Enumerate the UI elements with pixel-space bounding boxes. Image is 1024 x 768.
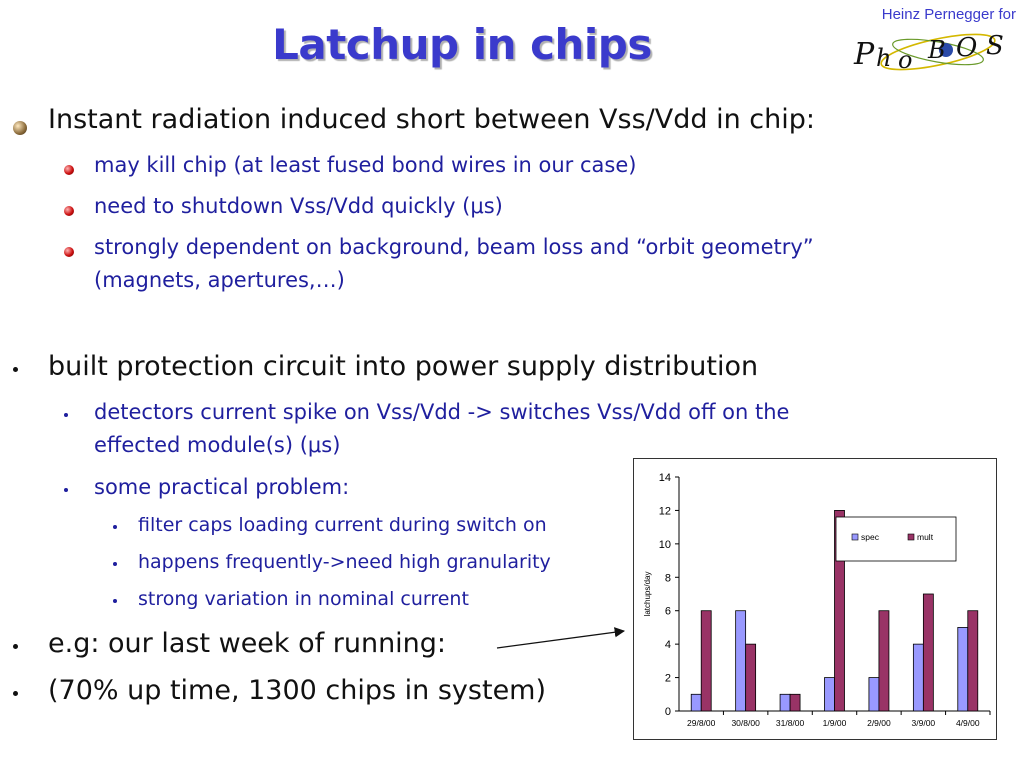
svg-text:P: P <box>854 37 875 72</box>
y-tick-label: 8 <box>664 572 671 585</box>
x-tick-label: 4/9/00 <box>955 718 980 728</box>
bullet-text-level-2: effected module(s) (μs) <box>94 433 341 457</box>
bullet-text-level-2: detectors current spike on Vss/Vdd -> switches Vss/Vdd off on the <box>94 400 790 424</box>
svg-text:O: O <box>956 33 978 63</box>
svg-text:B: B <box>928 36 946 64</box>
y-tick-label: 14 <box>658 472 671 484</box>
bullet-text-level-2: need to shutdown Vss/Vdd quickly (μs) <box>94 194 503 218</box>
svg-text:h: h <box>876 44 892 72</box>
author-credit: Heinz Pernegger for <box>881 6 1016 23</box>
bullet-text-level-1: built protection circuit into power supply distribution <box>48 351 759 382</box>
bullet-text-level-3: strong variation in nominal current <box>138 588 469 610</box>
y-tick-label: 12 <box>658 505 671 518</box>
slide-title: Latchup in chips <box>272 20 652 69</box>
y-tick-label: 6 <box>664 605 671 618</box>
y-axis-label: latchups/day <box>643 571 652 617</box>
x-tick-label: 1/9/00 <box>822 718 847 728</box>
bullet-text-level-3: happens frequently->need high granularity <box>138 551 551 573</box>
bullet-text-level-2: may kill chip (at least fused bond wires in our case) <box>94 153 637 177</box>
y-tick-label: 4 <box>664 639 671 652</box>
legend-label-mult: mult <box>917 532 934 542</box>
x-tick-label: 30/8/00 <box>731 718 760 728</box>
x-tick-label: 3/9/00 <box>911 718 936 728</box>
bullet-text-level-2: (magnets, apertures,…) <box>94 268 345 292</box>
x-tick-label: 2/9/00 <box>867 718 891 728</box>
svg-text:S: S <box>986 31 1004 61</box>
bullet-text-level-1: e.g: our last week of running: <box>48 628 447 659</box>
bullet-text-level-1: Instant radiation induced short between Vss/Vdd in chip: <box>48 104 815 135</box>
bullet-text-level-3: filter caps loading current during switch on <box>138 514 547 536</box>
bullet-text-level-2: strongly dependent on background, beam loss and “orbit geometry” <box>94 235 814 259</box>
x-tick-label: 31/8/00 <box>775 718 805 728</box>
legend-label-spec: spec <box>861 532 879 542</box>
y-tick-label: 2 <box>664 672 671 685</box>
y-tick-label: 10 <box>658 538 671 551</box>
x-tick-label: 29/8/00 <box>687 718 716 728</box>
y-tick-label: 0 <box>664 706 671 718</box>
bullet-text-level-2: some practical problem: <box>94 475 350 499</box>
arrow-line <box>497 631 624 648</box>
bullet-text-level-1: (70% up time, 1300 chips in system) <box>48 675 547 706</box>
svg-text:o: o <box>898 46 913 74</box>
